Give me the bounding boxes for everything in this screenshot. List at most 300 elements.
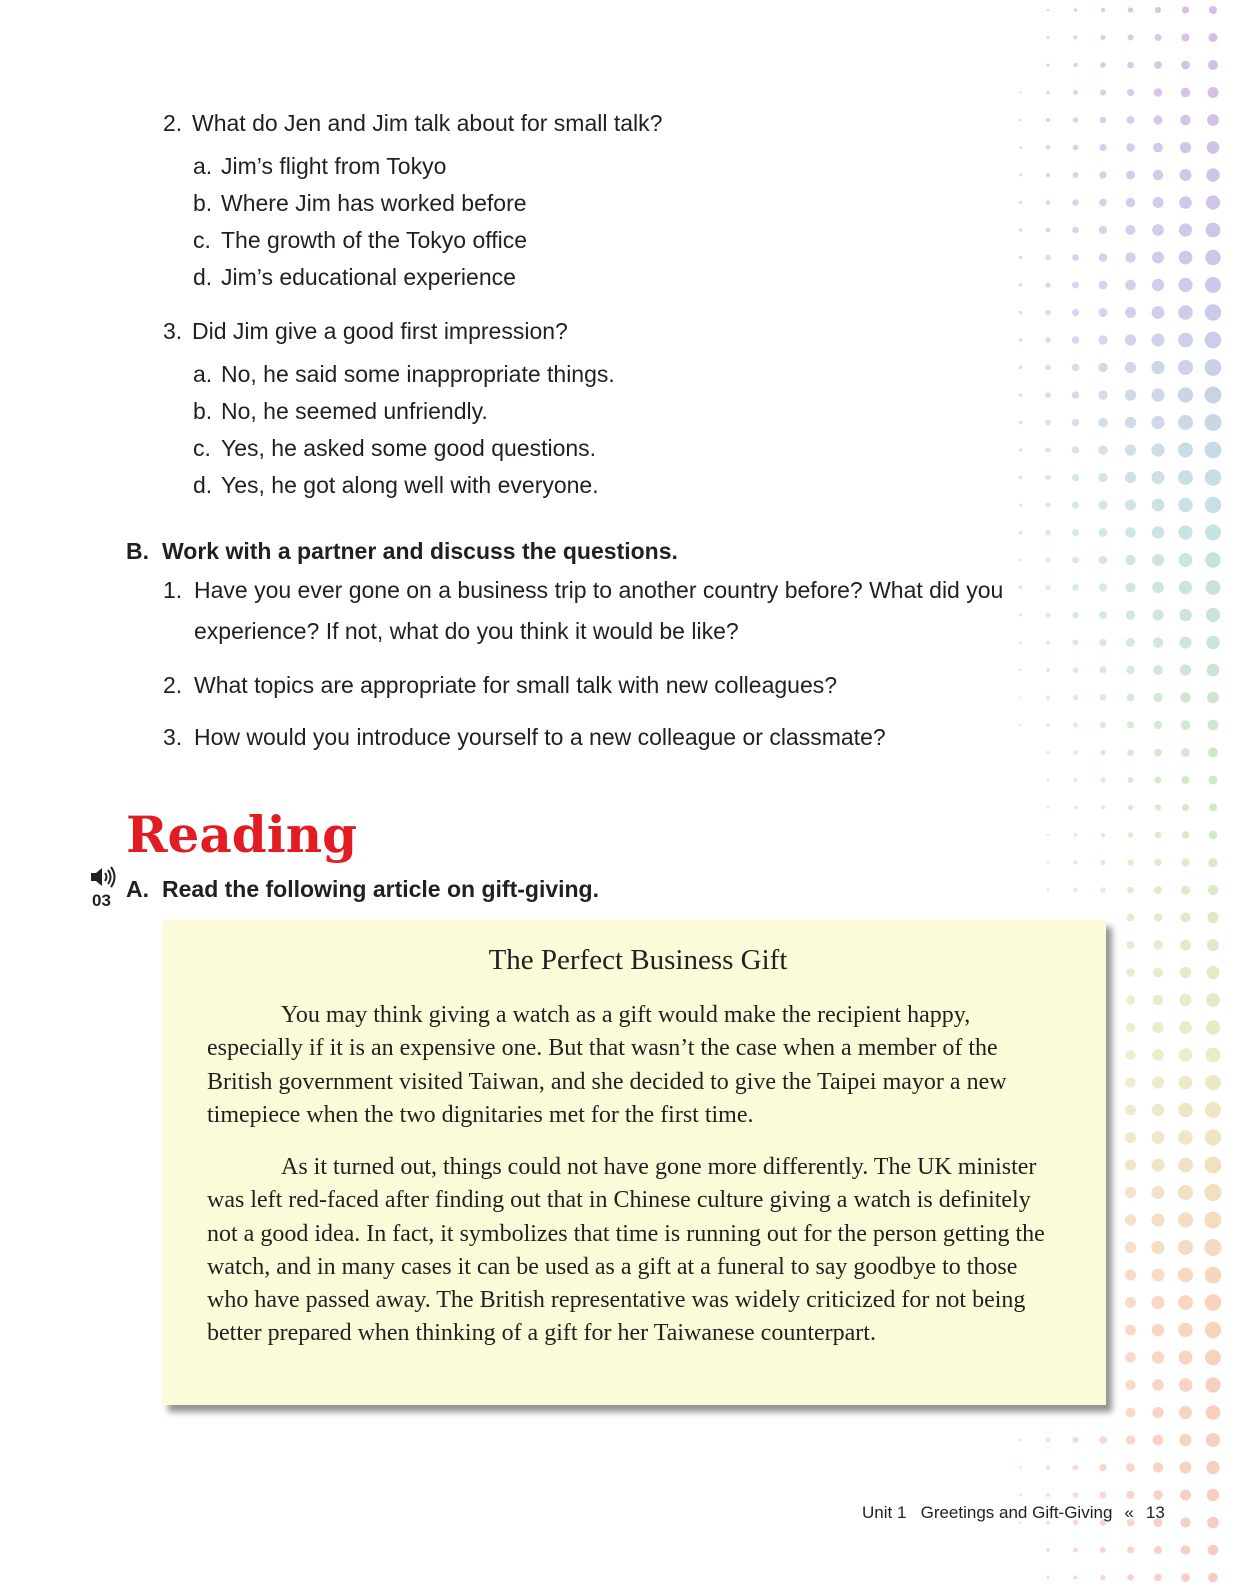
decorative-dot [1073, 117, 1078, 122]
decorative-dot [1125, 1352, 1136, 1363]
decorative-dot [1125, 1105, 1136, 1116]
decorative-dot [1154, 721, 1162, 729]
decorative-dot [1151, 416, 1164, 429]
decorative-dot [1178, 278, 1192, 292]
decorative-dot [1127, 887, 1134, 894]
decorative-dot [1019, 669, 1022, 672]
speaker-icon[interactable] [90, 865, 116, 889]
decorative-dot [1152, 1159, 1165, 1172]
article-paragraph-2: As it turned out, things could not have gone more differently. The UK minister was left red-faced after finding out that in Chinese culture giving a watch is definitely not a good idea. In fact, it symbolizes that time is running out for the person getting the watch, and in many cases it can be used as a gift at a funeral to say goodbye to those who have passed away. The British representative was widely criticized for not being better prepared when thinking of a gift for her Taiwanese counterpart. [207, 1154, 1045, 1347]
article-box [162, 920, 1106, 1405]
decorative-dot [1047, 861, 1050, 864]
decorative-dot [1099, 226, 1107, 234]
decorative-dot [1098, 335, 1107, 344]
decorative-dot [1073, 723, 1078, 728]
decorative-dot [1101, 805, 1105, 809]
option-2b: b. Where Jim has worked before [193, 190, 527, 216]
decorative-dot [1153, 995, 1164, 1006]
decorative-dot [1152, 1296, 1165, 1309]
decorative-dot [1046, 668, 1050, 672]
decorative-dot [1127, 941, 1135, 949]
decorative-dot [1126, 225, 1136, 235]
decorative-dot [1019, 393, 1023, 397]
decorative-dot [1125, 1214, 1136, 1225]
decorative-dot [1152, 1131, 1165, 1144]
decorative-dot [1153, 693, 1162, 702]
decorative-dot [1178, 1103, 1192, 1117]
decorative-dot [1100, 1492, 1107, 1499]
decorative-dot [1045, 365, 1051, 371]
decorative-dot [1019, 146, 1022, 149]
decorative-dot [1045, 310, 1050, 315]
decorative-dot [1019, 1494, 1022, 1497]
decorative-dot [1209, 776, 1218, 785]
decorative-dot [1046, 888, 1049, 891]
decorative-dot [1153, 1462, 1163, 1472]
decorative-dot [1046, 1465, 1050, 1469]
decorative-dot [1182, 776, 1190, 784]
decorative-dot [1126, 583, 1136, 593]
decorative-dot [1072, 309, 1079, 316]
decorative-dot [1098, 363, 1107, 372]
decorative-dot [1151, 1213, 1164, 1226]
decorative-dot [1125, 500, 1136, 511]
decorative-dot [1072, 557, 1079, 564]
decorative-dot [1100, 117, 1107, 124]
decorative-dot [1046, 200, 1051, 205]
decorative-dot [1045, 502, 1050, 507]
decorative-dot [1206, 636, 1219, 649]
decorative-dot [1073, 750, 1077, 754]
decorative-dot [1180, 169, 1192, 181]
decorative-dot [1046, 1493, 1050, 1497]
decorative-dot [1019, 256, 1022, 259]
reading-heading: Reading [126, 805, 358, 864]
decorative-dot [1181, 1545, 1190, 1554]
decorative-dot [1154, 859, 1161, 866]
decorative-dot [1209, 33, 1218, 42]
decorative-dot [1179, 1021, 1192, 1034]
decorative-dot [1180, 1462, 1192, 1474]
decorative-dot [1128, 777, 1134, 783]
decorative-dot [1178, 443, 1193, 458]
decorative-dot [1045, 282, 1050, 287]
decorative-dot [1127, 694, 1135, 702]
decorative-dot [1181, 88, 1191, 98]
decorative-dot [1127, 859, 1133, 865]
decorative-dot [1208, 858, 1217, 867]
decorative-dot [1152, 1324, 1165, 1337]
decorative-dot [1072, 199, 1078, 205]
decorative-dot [1182, 804, 1189, 811]
decorative-dot [1100, 1575, 1105, 1580]
decorative-dot [1205, 277, 1221, 293]
decorative-dot [1073, 888, 1078, 893]
discussion-question-3: 3. How would you introduce yourself to a new colleague or classmate? [163, 724, 886, 750]
decorative-dot [1209, 804, 1217, 812]
decorative-dot [1128, 7, 1133, 12]
decorative-dot [1072, 419, 1080, 427]
decorative-dot [1206, 168, 1219, 181]
decorative-dot [1154, 61, 1162, 69]
decorative-dot [1072, 501, 1079, 508]
decorative-dot [1072, 227, 1079, 234]
decorative-dot [1178, 360, 1193, 375]
decorative-dot [1207, 664, 1220, 677]
decorative-dot [1046, 696, 1050, 700]
decorative-dot [1182, 831, 1189, 838]
decorative-dot [1125, 1187, 1136, 1198]
decorative-dot [1100, 694, 1107, 701]
decorative-dot [1152, 334, 1165, 347]
decorative-dot [1099, 611, 1107, 619]
decorative-dot [1178, 1158, 1193, 1173]
decorative-dot [1205, 442, 1222, 459]
decorative-dot [1179, 994, 1191, 1006]
decorative-dot [1045, 255, 1050, 260]
decorative-dot [1073, 640, 1079, 646]
decorative-dot [1181, 858, 1189, 866]
decorative-dot [1153, 197, 1164, 208]
decorative-dot [1154, 88, 1162, 96]
option-2d: d. Jim’s educational experience [193, 264, 516, 290]
decorative-dot [1099, 528, 1108, 537]
decorative-dot [1152, 526, 1164, 538]
decorative-dot [1125, 444, 1136, 455]
decorative-dot [1153, 637, 1163, 647]
decorative-dot [1099, 1464, 1106, 1471]
decorative-dot [1126, 1435, 1135, 1444]
decorative-dot [1073, 145, 1079, 151]
decorative-dot [1125, 334, 1136, 345]
decorative-dot [1151, 1241, 1164, 1254]
decorative-dot [1046, 1438, 1051, 1443]
decorative-dot [1100, 750, 1106, 756]
section-b-heading: B. Work with a partner and discuss the questions. [126, 538, 678, 564]
decorative-dot [1125, 1159, 1136, 1170]
decorative-dot [1179, 1406, 1192, 1419]
decorative-dot [1019, 724, 1021, 726]
decorative-dot [1126, 1463, 1135, 1472]
decorative-dot [1179, 1378, 1193, 1392]
decorative-dot [1047, 9, 1050, 12]
decorative-dot [1073, 1575, 1077, 1579]
decorative-dot [1019, 696, 1022, 699]
option-3c: c. Yes, he asked some good questions. [193, 435, 597, 461]
decorative-dot [1125, 1077, 1135, 1087]
decorative-dot [1074, 833, 1078, 837]
decorative-dot [1209, 831, 1217, 839]
decorative-dot [1207, 114, 1219, 126]
decorative-dot [1178, 387, 1193, 402]
decorative-dot [1205, 469, 1222, 486]
decorative-dot [1047, 36, 1050, 39]
decorative-dot [1181, 913, 1191, 923]
decorative-dot [1099, 501, 1108, 510]
decorative-dot [1126, 995, 1135, 1004]
decorative-dot [1126, 171, 1135, 180]
decorative-dot [1019, 1466, 1022, 1469]
decorative-dot [1046, 118, 1050, 122]
decorative-dot [1072, 254, 1079, 261]
decorative-dot [1205, 250, 1220, 265]
decorative-dot [1019, 119, 1022, 122]
decorative-dot [1153, 143, 1163, 153]
decorative-dot [1125, 1269, 1136, 1280]
decorative-dot [1046, 613, 1051, 618]
decorative-dot [1101, 833, 1106, 838]
decorative-dot [1178, 1130, 1193, 1145]
decorative-dot [1178, 333, 1193, 348]
decorative-dot [1152, 554, 1164, 566]
page-footer [862, 1503, 1165, 1523]
decorative-dot [1072, 1437, 1078, 1443]
decorative-dot [1125, 1380, 1135, 1390]
decorative-dot [1073, 1548, 1078, 1553]
decorative-dot [1019, 201, 1022, 204]
decorative-dot [1045, 447, 1051, 453]
decorative-dot [1019, 1438, 1022, 1441]
decorative-dot [1181, 61, 1190, 70]
decorative-dot [1181, 1573, 1190, 1582]
option-2a: a. Jim’s flight from Tokyo [193, 153, 447, 179]
decorative-dot [1207, 939, 1219, 951]
decorative-dot [1179, 1076, 1193, 1090]
decorative-dot [1178, 305, 1193, 320]
decorative-dot [1125, 555, 1135, 565]
decorative-dot [1126, 1491, 1134, 1499]
decorative-dot [1205, 1075, 1221, 1091]
decorative-dot [1046, 1576, 1049, 1579]
decorative-dot [1072, 391, 1080, 399]
decorative-dot [1101, 8, 1105, 12]
decorative-dot [1019, 311, 1023, 315]
decorative-dot [1152, 499, 1165, 512]
decorative-dot [1182, 34, 1190, 42]
decorative-dot [1100, 722, 1106, 728]
decorative-dot [1152, 1407, 1163, 1418]
decorative-dot [1152, 306, 1165, 319]
decorative-dot [1152, 224, 1164, 236]
decorative-dot [1153, 170, 1163, 180]
decorative-dot [1125, 1325, 1136, 1336]
decorative-dot [1205, 1350, 1221, 1366]
decorative-dot [1073, 63, 1077, 67]
decorative-dot [1019, 448, 1023, 452]
decorative-dot [1045, 530, 1050, 535]
decorative-dot [1127, 721, 1134, 728]
decorative-dot [1208, 87, 1219, 98]
decorative-dot [1181, 885, 1190, 894]
decorative-dot [1208, 720, 1219, 731]
decorative-dot [1125, 389, 1136, 400]
decorative-dot [1152, 252, 1164, 264]
decorative-dot [1073, 860, 1077, 864]
decorative-dot [1126, 638, 1135, 647]
decorative-dot [1019, 503, 1023, 507]
decorative-dot [1099, 308, 1108, 317]
decorative-dot [1126, 143, 1134, 151]
decorative-dot [1046, 63, 1049, 66]
decorative-dot [1072, 336, 1079, 343]
decorative-dot [1205, 414, 1222, 431]
decorative-dot [1207, 1517, 1219, 1529]
decorative-dot [1098, 473, 1107, 482]
decorative-dot [1152, 1379, 1164, 1391]
decorative-dot [1046, 723, 1050, 727]
decorative-dot [1019, 613, 1022, 616]
decorative-dot [1128, 35, 1134, 41]
decorative-dot [1100, 62, 1106, 68]
decorative-dot [1153, 610, 1164, 621]
decorative-dot [1206, 1048, 1221, 1063]
decorative-dot [1073, 667, 1079, 673]
footer-unit-title: Greetings and Gift-Giving [920, 1503, 1113, 1522]
page-number: 13 [1145, 1503, 1165, 1522]
decorative-dot [1182, 6, 1189, 13]
decorative-dot [1127, 1547, 1134, 1554]
decorative-dot [1178, 415, 1193, 430]
decorative-dot [1099, 199, 1107, 207]
decorative-dot [1127, 1574, 1133, 1580]
decorative-dot [1125, 252, 1135, 262]
decorative-dot [1073, 695, 1078, 700]
decorative-dot [1152, 1022, 1163, 1033]
decorative-dot [1125, 1242, 1136, 1253]
decorative-dot [1151, 1186, 1164, 1199]
decorative-dot [1205, 552, 1220, 567]
decorative-dot [1099, 1436, 1107, 1444]
decorative-dot [1208, 885, 1218, 895]
footer-separator: « [1124, 1503, 1134, 1522]
decorative-dot [1046, 751, 1049, 754]
decorative-dot [1126, 666, 1134, 674]
decorative-dot [1179, 609, 1192, 622]
decorative-dot [1099, 171, 1106, 178]
discussion-question-1-continued: experience? If not, what do you think it would be like? [194, 618, 739, 644]
decorative-dot [1073, 1465, 1079, 1471]
decorative-dot [1153, 1490, 1163, 1500]
decorative-dot [1206, 1433, 1220, 1447]
decorative-dot [1180, 142, 1191, 153]
decorative-dot [1205, 1102, 1221, 1118]
decorative-dot [1045, 475, 1051, 481]
decorative-dot [1046, 145, 1050, 149]
decorative-dot [1151, 361, 1164, 374]
decorative-dot [1125, 417, 1136, 428]
decorative-dot [1098, 390, 1107, 399]
decorative-dot [1155, 34, 1162, 41]
decorative-dot [1180, 115, 1191, 126]
decorative-dot [1099, 583, 1107, 591]
decorative-dot [1045, 392, 1051, 398]
decorative-dot [1100, 144, 1107, 151]
decorative-dot [1019, 641, 1022, 644]
decorative-dot [1152, 1269, 1165, 1282]
decorative-dot [1125, 472, 1136, 483]
decorative-dot [1205, 1157, 1222, 1174]
decorative-dot [1099, 556, 1108, 565]
option-3b: b. No, he seemed unfriendly. [193, 398, 488, 424]
decorative-dot [1019, 338, 1023, 342]
decorative-dot [1047, 834, 1050, 837]
decorative-dot [1206, 1461, 1219, 1474]
decorative-dot [1155, 804, 1161, 810]
decorative-dot [1127, 89, 1134, 96]
decorative-dot [1208, 1545, 1219, 1556]
decorative-dot [1152, 1351, 1164, 1363]
decorative-dot [1179, 223, 1192, 236]
decorative-dot [1154, 749, 1162, 757]
decorative-dot [1205, 1294, 1222, 1311]
decorative-dot [1179, 196, 1192, 209]
decorative-dot [1179, 1048, 1192, 1061]
decorative-dot [1046, 585, 1051, 590]
decorative-dot [1209, 6, 1217, 14]
decorative-dot [1046, 1548, 1050, 1552]
decorative-dot [1206, 608, 1220, 622]
decorative-dot [1098, 418, 1107, 427]
decorative-dot [1074, 778, 1078, 782]
decorative-dot [1154, 886, 1162, 894]
decorative-dot [1205, 1322, 1221, 1338]
decorative-dot [1205, 332, 1222, 349]
decorative-dot [1180, 692, 1190, 702]
decorative-dot [1181, 720, 1191, 730]
decorative-dot [1206, 195, 1220, 209]
decorative-dot [1125, 280, 1136, 291]
decorative-dot [1099, 253, 1108, 262]
decorative-dot [1205, 1184, 1222, 1201]
decorative-dot [1205, 359, 1222, 376]
decorative-dot [1127, 749, 1134, 756]
decorative-dot [1205, 304, 1221, 320]
decorative-dot [1072, 529, 1079, 536]
decorative-dot [1046, 173, 1050, 177]
decorative-dot [1101, 778, 1106, 783]
article-paragraph-1: You may think giving a watch as a gift would make the recipient happy, especially if it is an expensive one. But that wasn’t the case when a member of the British government visited Taiwan, and she decided to give the Taipei mayor a new timepiece when the two dignitaries met for the first time. [207, 1002, 1007, 1128]
decorative-dot [1152, 471, 1165, 484]
decorative-dot [1125, 362, 1136, 373]
decorative-dot [1019, 586, 1022, 589]
decorative-dot [1153, 665, 1163, 675]
decorative-dot [1128, 805, 1133, 810]
article-title: The Perfect Business Gift [488, 944, 788, 976]
decorative-dot [1098, 445, 1107, 454]
decorative-dot [1178, 470, 1193, 485]
decorative-dot [1154, 1546, 1162, 1554]
decorative-dot [1208, 1573, 1218, 1583]
decorative-dot [1205, 1239, 1222, 1256]
decorative-dot [1046, 228, 1051, 233]
decorative-dot [1126, 610, 1135, 619]
decorative-dot [1180, 1517, 1190, 1527]
decorative-dot [1153, 115, 1162, 124]
decorative-dot [1152, 582, 1164, 594]
decorative-dot [1178, 1295, 1193, 1310]
decorative-dot [1127, 62, 1134, 69]
decorative-dot [1208, 748, 1218, 758]
decorative-dot [1127, 914, 1134, 921]
discussion-question-2: 2. What topics are appropriate for small talk with new colleagues? [163, 672, 838, 698]
decorative-dot [1178, 525, 1192, 539]
decorative-dot [1152, 1104, 1165, 1117]
decorative-dot [1072, 446, 1080, 454]
decorative-dot [1179, 1434, 1191, 1446]
decorative-dot [1181, 748, 1190, 757]
decorative-dot [1072, 364, 1080, 372]
decorative-dot [1074, 806, 1078, 810]
